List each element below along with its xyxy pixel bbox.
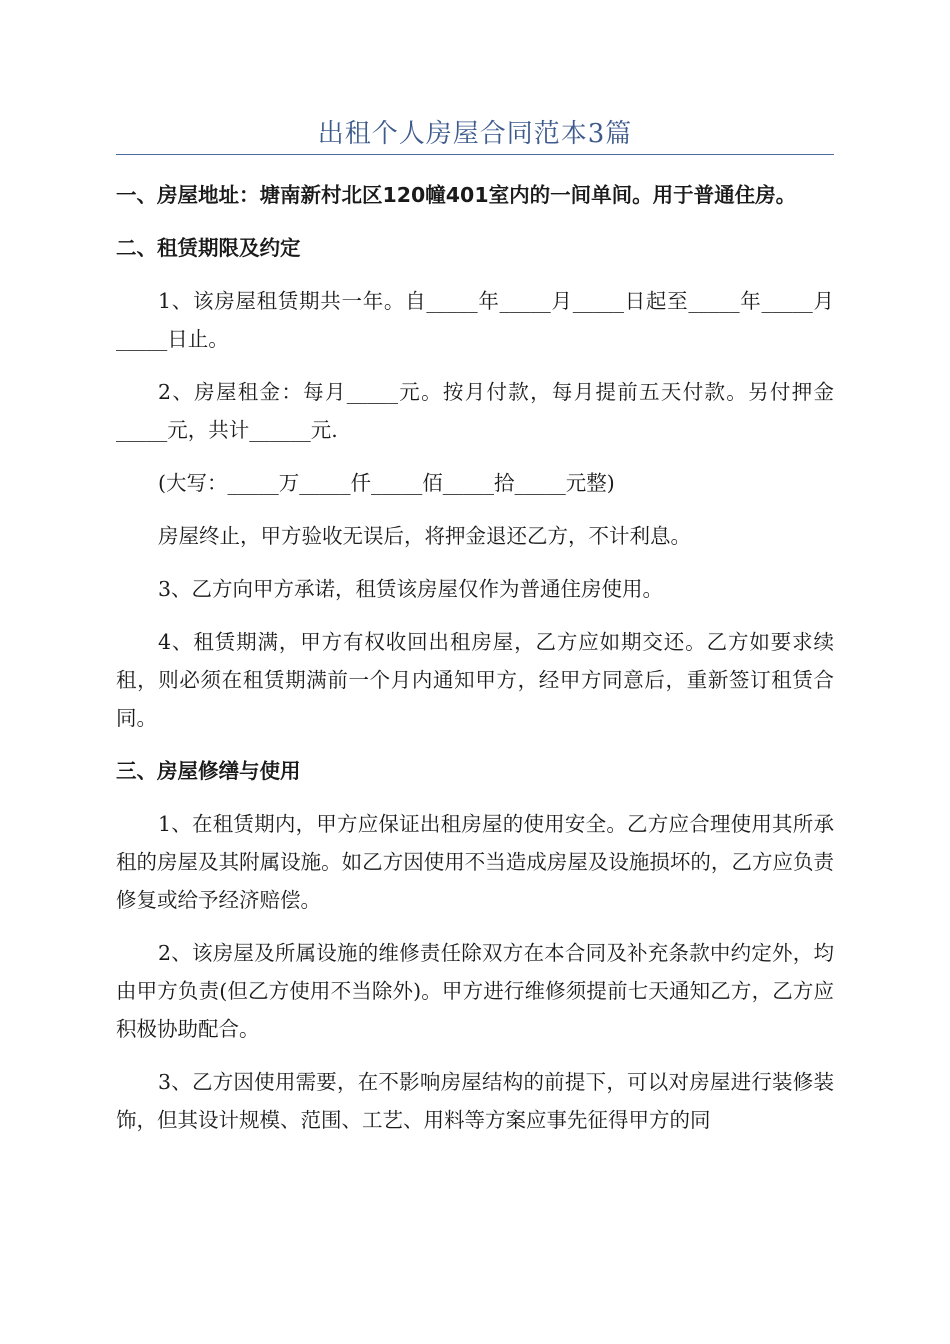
clause-lease-renewal: 4、租赁期满，甲方有权收回出租房屋，乙方应如期交还。乙方如要求续租，则必须在租赁期满前一个月内通知甲方，经甲方同意后，重新签订租赁合同。 (116, 630, 834, 730)
clause-deposit-return: 房屋终止，甲方验收无误后，将押金退还乙方，不计利息。 (158, 524, 691, 548)
clause-amount-in-words: (大写：_____万_____仟_____佰_____拾_____元整) (158, 471, 615, 495)
title-underline (116, 154, 834, 155)
clause-safety: 1、在租赁期内，甲方应保证出租房屋的使用安全。乙方应合理使用其所承租的房屋及其附属设施。如乙方因使用不当造成房屋及设施损坏的，乙方应负责修复或给予经济赔偿。 (116, 812, 834, 912)
clause-decoration: 3、乙方因使用需要，在不影响房屋结构的前提下，可以对房屋进行装修装饰，但其设计规模、范围、工艺、用料等方案应事先征得甲方的同 (116, 1070, 834, 1132)
section-heading-repair-use: 三、房屋修缮与使用 (116, 759, 301, 783)
clause-rent: 2、房屋租金：每月_____元。按月付款，每月提前五天付款。另付押金_____元，共计______元. (116, 380, 834, 442)
document-title: 出租个人房屋合同范本3篇 (317, 119, 633, 149)
clause-usage-promise: 3、乙方向甲方承诺，租赁该房屋仅作为普通住房使用。 (158, 577, 664, 601)
clause-maintenance: 2、该房屋及所属设施的维修责任除双方在本合同及补充条款中约定外，均由甲方负责(但乙方使用不当除外)。甲方进行维修须提前七天通知乙方，乙方应积极协助配合。 (116, 941, 834, 1041)
section-heading-lease-term: 二、租赁期限及约定 (116, 236, 301, 260)
document-body (116, 176, 834, 1154)
clause-lease-period: 1、该房屋租赁期共一年。自_____年_____月_____日起至_____年_____月_____日止。 (116, 289, 834, 351)
document-page (116, 0, 834, 1344)
section-heading-address: 一、房屋地址：塘南新村北区120幢401室内的一间单间。用于普通住房。 (116, 183, 797, 207)
